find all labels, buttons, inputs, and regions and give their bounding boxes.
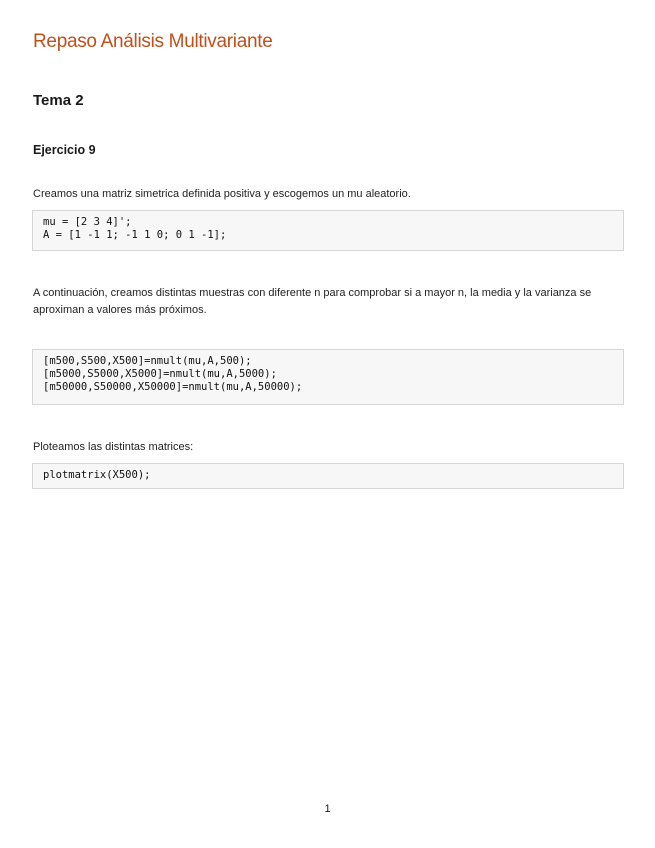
code-block-samples bbox=[32, 349, 624, 405]
code-line: [m500,S500,X500]=nmult(mu,A,500); bbox=[43, 355, 252, 367]
plot-paragraph: Ploteamos las distintas matrices: bbox=[33, 441, 194, 453]
samples-paragraph: A continuación, creamos distintas muestras con diferente n para comprobar si a mayor n, la media y la varianza se aproximan a valores más próximos. bbox=[33, 287, 592, 316]
document-title: Repaso Análisis Multivariante bbox=[33, 31, 273, 52]
section-heading: Tema 2 bbox=[33, 92, 84, 109]
code-block-definitions bbox=[32, 210, 624, 251]
code-block-plot bbox=[32, 463, 624, 489]
code-line: mu = [2 3 4]'; bbox=[43, 216, 132, 228]
intro-paragraph: Creamos una matriz simetrica definida positiva y escogemos un mu aleatorio. bbox=[33, 188, 411, 200]
subsection-heading: Ejercicio 9 bbox=[33, 143, 96, 157]
code-line: plotmatrix(X500); bbox=[43, 469, 151, 481]
code-line: [m5000,S5000,X5000]=nmult(mu,A,5000); bbox=[43, 368, 277, 380]
code-line: [m50000,S50000,X50000]=nmult(mu,A,50000); bbox=[43, 381, 303, 393]
page-number: 1 bbox=[324, 803, 331, 815]
code-line: A = [1 -1 1; -1 1 0; 0 1 -1]; bbox=[43, 229, 227, 241]
